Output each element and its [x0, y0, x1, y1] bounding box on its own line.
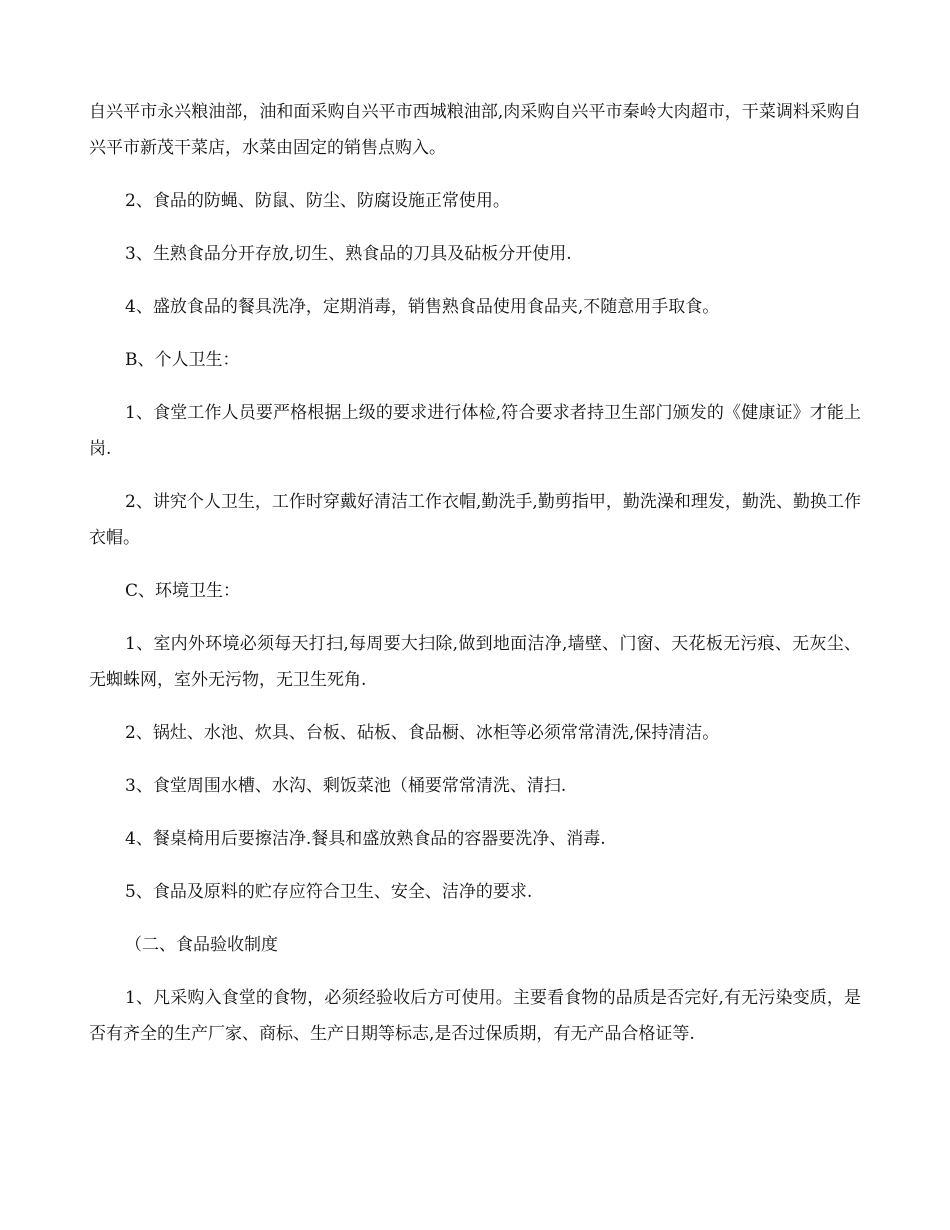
paragraph-storage-requirements: 5、食品及原料的贮存应符合卫生、安全、洁净的要求.	[125, 882, 533, 902]
section-heading-personal-hygiene: B、个人卫生：	[125, 350, 240, 370]
document-body	[89, 94, 861, 1069]
paragraph-supplier-sources: 自兴平市永兴粮油部，油和面采购自兴平市西城粮油部,肉采购自兴平市秦岭大肉超市，干菜调料采购自兴平市新茂干菜店，水菜由固定的销售点购入。	[89, 102, 861, 158]
paragraph-table-cleaning: 4、餐桌椅用后要擦洁净.餐具和盛放熟食品的容器要洗净、消毒.	[125, 829, 606, 849]
paragraph-drain-cleaning: 3、食堂周围水槽、水沟、剩饭菜池（桶要常常清洗、清扫.	[125, 776, 567, 796]
paragraph-food-protection: 2、食品的防蝇、防鼠、防尘、防腐设施正常使用。	[125, 191, 510, 211]
paragraph-raw-cooked-separation: 3、生熟食品分开存放,切生、熟食品的刀具及砧板分开使用.	[125, 244, 572, 264]
paragraph-daily-cleaning: 1、室内外环境必须每天打扫,每周要大扫除,做到地面洁净,墙壁、门窗、天花板无污痕、无灰尘、无蜘蛛网，室外无污物，无卫生死角.	[89, 634, 861, 690]
paragraph-tableware-disinfection: 4、盛放食品的餐具洗净，定期消毒，销售熟食品使用食品夹,不随意用手取食。	[125, 297, 720, 317]
paragraph-personal-cleanliness: 2、讲究个人卫生，工作时穿戴好清洁工作衣帽,勤洗手,勤剪指甲，勤洗澡和理发，勤洗、勤换工作衣帽。	[89, 492, 861, 548]
paragraph-equipment-cleaning: 2、锅灶、水池、炊具、台板、砧板、食品橱、冰柜等必须常常清洗,保持清洁。	[125, 723, 720, 743]
section-heading-environment-hygiene: C、环境卫生：	[125, 581, 241, 601]
paragraph-inspection-rules: 1、凡采购入食堂的食物，必须经验收后方可使用。主要看食物的品质是否完好,有无污染变质，是否有齐全的生产厂家、商标、生产日期等标志,是否过保质期，有无产品合格证等.	[89, 988, 861, 1044]
section-heading-food-inspection: （二、食品验收制度	[125, 935, 278, 955]
paragraph-health-certificate: 1、食堂工作人员要严格根据上级的要求进行体检,符合要求者持卫生部门颁发的《健康证》才能上岗.	[89, 403, 861, 459]
